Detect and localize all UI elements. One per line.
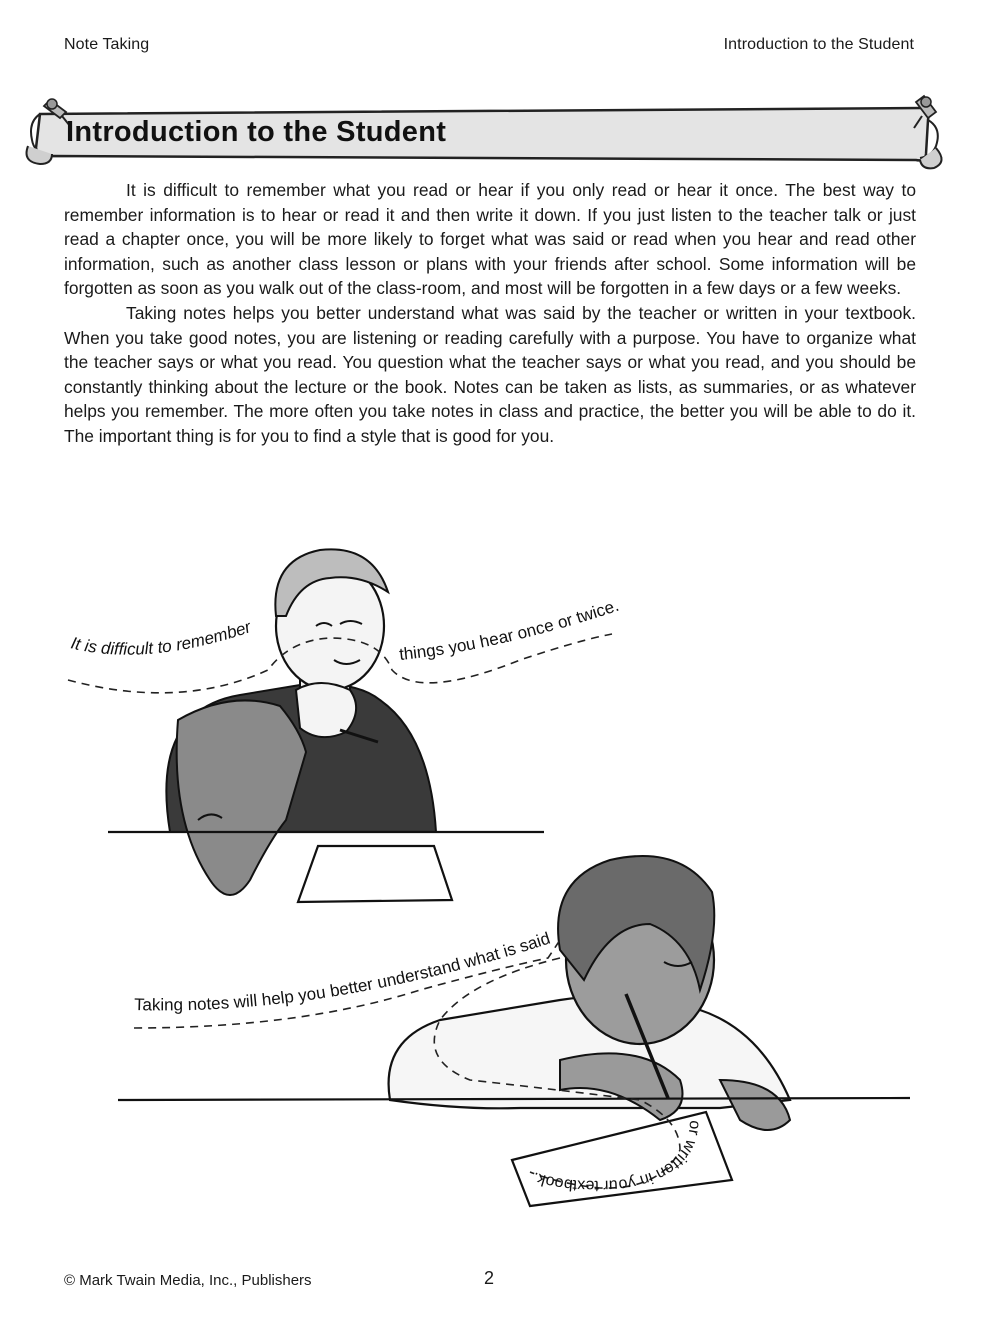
illustration [0, 520, 1000, 1240]
caption-2b: or written in your textbook. [530, 1119, 704, 1194]
footer-publisher: © Mark Twain Media, Inc., Publishers [64, 1272, 312, 1289]
students-taking-notes-illustration [0, 520, 1000, 1240]
page-title: Introduction to the Student [66, 116, 447, 148]
caption-text [398, 596, 621, 664]
caption-1a: It is difficult to remember [69, 617, 254, 659]
title-banner [22, 92, 950, 172]
girl-figure [118, 856, 910, 1206]
page-number: 2 [484, 1268, 495, 1288]
running-head-left: Note Taking [64, 36, 150, 53]
body-text [64, 178, 916, 449]
caption-text [69, 617, 255, 659]
running-head-right: Introduction to the Student [723, 36, 914, 53]
boy-figure [68, 549, 612, 902]
caption-text [134, 929, 553, 1015]
caption-1b: things you hear once or twice. [398, 595, 622, 664]
paragraph: Taking notes helps you better understand what was said by the teacher or written in your textbook. When you take good notes, you are listening or reading carefully with a purpose. You have to organize what the teacher says or what you read. You question what the teacher says or what you read, and you should be constantly thinking about the lecture or the book. Notes can be taken as lists, as summaries, or as whatever helps you remember. The more often you take notes in class and practice, the better you will be able to do it. The important thing is for you to find a style that is good for you. [64, 302, 916, 446]
caption-2a: Taking notes will help you better understand what is said [133, 928, 553, 1015]
paragraph: It is difficult to remember what you read or hear if you only read or hear it once. The best way to remember information is to hear or read it and then write it down. If you just listen to the teacher talk or just read a chapter once, you will be more likely to forget what was said or read when you hear and read other information, such as another class lesson or plans with your friends after school. Some information will be forgotten as soon as you walk out of the class-room, and most will be forgotten in a few days or a few weeks. [64, 180, 916, 299]
